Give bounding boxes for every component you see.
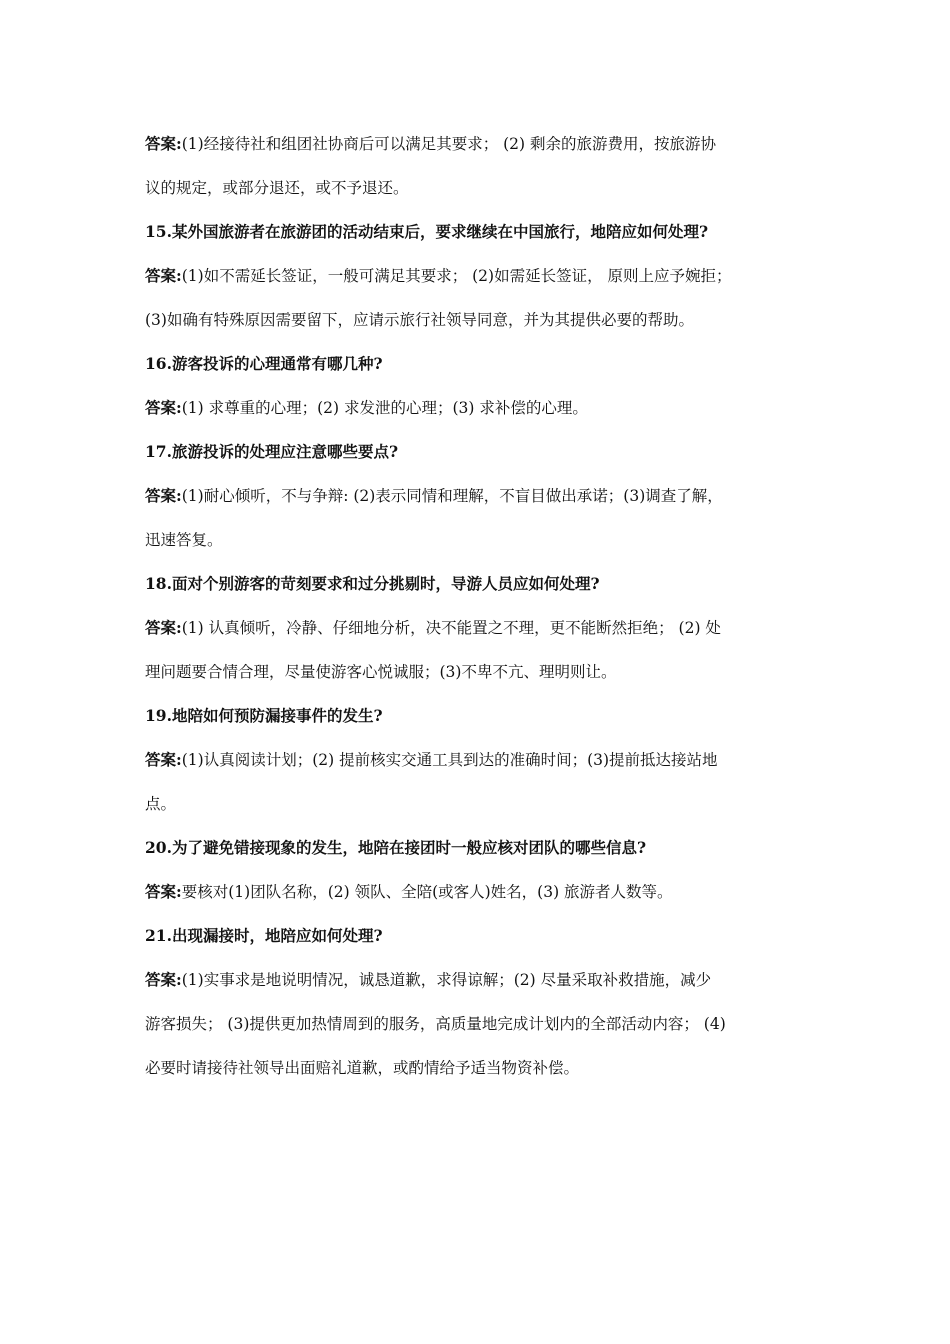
answer-text: (1)经接待社和组团社协商后可以满足其要求； (2) 剩余的旅游费用，按旅游协: [181, 135, 717, 153]
answer-continuation: (3)如确有特殊原因需要留下，应请示旅行社领导同意，并为其提供必要的帮助。: [145, 311, 694, 329]
answer-label: 答案:: [145, 618, 182, 637]
answer-line: [145, 122, 807, 166]
answer-text: (1) 认真倾听，冷静、仔细地分析，决不能置之不理，更不能断然拒绝； (2) 处: [181, 619, 721, 637]
answer-line: [145, 870, 807, 914]
answer-label: 答案:: [145, 398, 182, 417]
answer-line: [145, 606, 807, 650]
answer-line: [145, 474, 807, 518]
answer-label: 答案:: [145, 134, 182, 153]
question-16: 16.游客投诉的心理通常有哪几种?: [145, 354, 383, 373]
answer-label: 答案:: [145, 970, 182, 989]
answer-text: (1)耐心倾听，不与争辩: (2)表示同情和理解，不盲目做出承诺；(3)调查了解，: [181, 487, 723, 505]
answer-continuation: 点。: [145, 795, 177, 813]
answer-line: [145, 254, 807, 298]
answer-continuation: 迅速答复。: [145, 531, 223, 549]
question-21: 21.出现漏接时，地陪应如何处理?: [145, 926, 383, 945]
answer-label: 答案:: [145, 266, 182, 285]
question-20: 20.为了避免错接现象的发生，地陪在接团时一般应核对团队的哪些信息?: [145, 838, 647, 857]
answer-text: 要核对(1)团队名称，(2) 领队、全陪(或客人)姓名，(3) 旅游者人数等。: [181, 883, 673, 901]
answer-label: 答案:: [145, 882, 182, 901]
answer-line: [145, 738, 807, 782]
answer-text: (1) 求尊重的心理；(2) 求发泄的心理；(3) 求补偿的心理。: [181, 399, 588, 417]
answer-text: (1)认真阅读计划；(2) 提前核实交通工具到达的准确时间；(3)提前抵达接站地: [181, 751, 718, 769]
answer-line: [145, 958, 807, 1002]
question-19: 19.地陪如何预防漏接事件的发生?: [145, 706, 383, 725]
answer-continuation: 议的规定，或部分退还，或不予退还。: [145, 179, 409, 197]
question-15: 15.某外国旅游者在旅游团的活动结束后，要求继续在中国旅行，地陪应如何处理?: [145, 222, 709, 241]
answer-text: (1)实事求是地说明情况，诚恳道歉，求得谅解；(2) 尽量采取补救措施，减少: [181, 971, 712, 989]
document-page: [145, 122, 807, 1090]
question-18: 18.面对个别游客的苛刻要求和过分挑剔时，导游人员应如何处理?: [145, 574, 600, 593]
answer-label: 答案:: [145, 486, 182, 505]
question-17: 17.旅游投诉的处理应注意哪些要点?: [145, 442, 399, 461]
answer-line: [145, 386, 807, 430]
answer-text: (1)如不需延长签证，一般可满足其要求； (2)如需延长签证， 原则上应予婉拒；: [181, 267, 732, 285]
answer-continuation: 必要时请接待社领导出面赔礼道歉，或酌情给予适当物资补偿。: [145, 1059, 580, 1077]
answer-continuation: 游客损失； (3)提供更加热情周到的服务，高质量地完成计划内的全部活动内容； (4): [145, 1015, 726, 1033]
answer-label: 答案:: [145, 750, 182, 769]
answer-continuation: 理问题要合情合理，尽量使游客心悦诚服；(3)不卑不亢、理明则让。: [145, 663, 617, 681]
